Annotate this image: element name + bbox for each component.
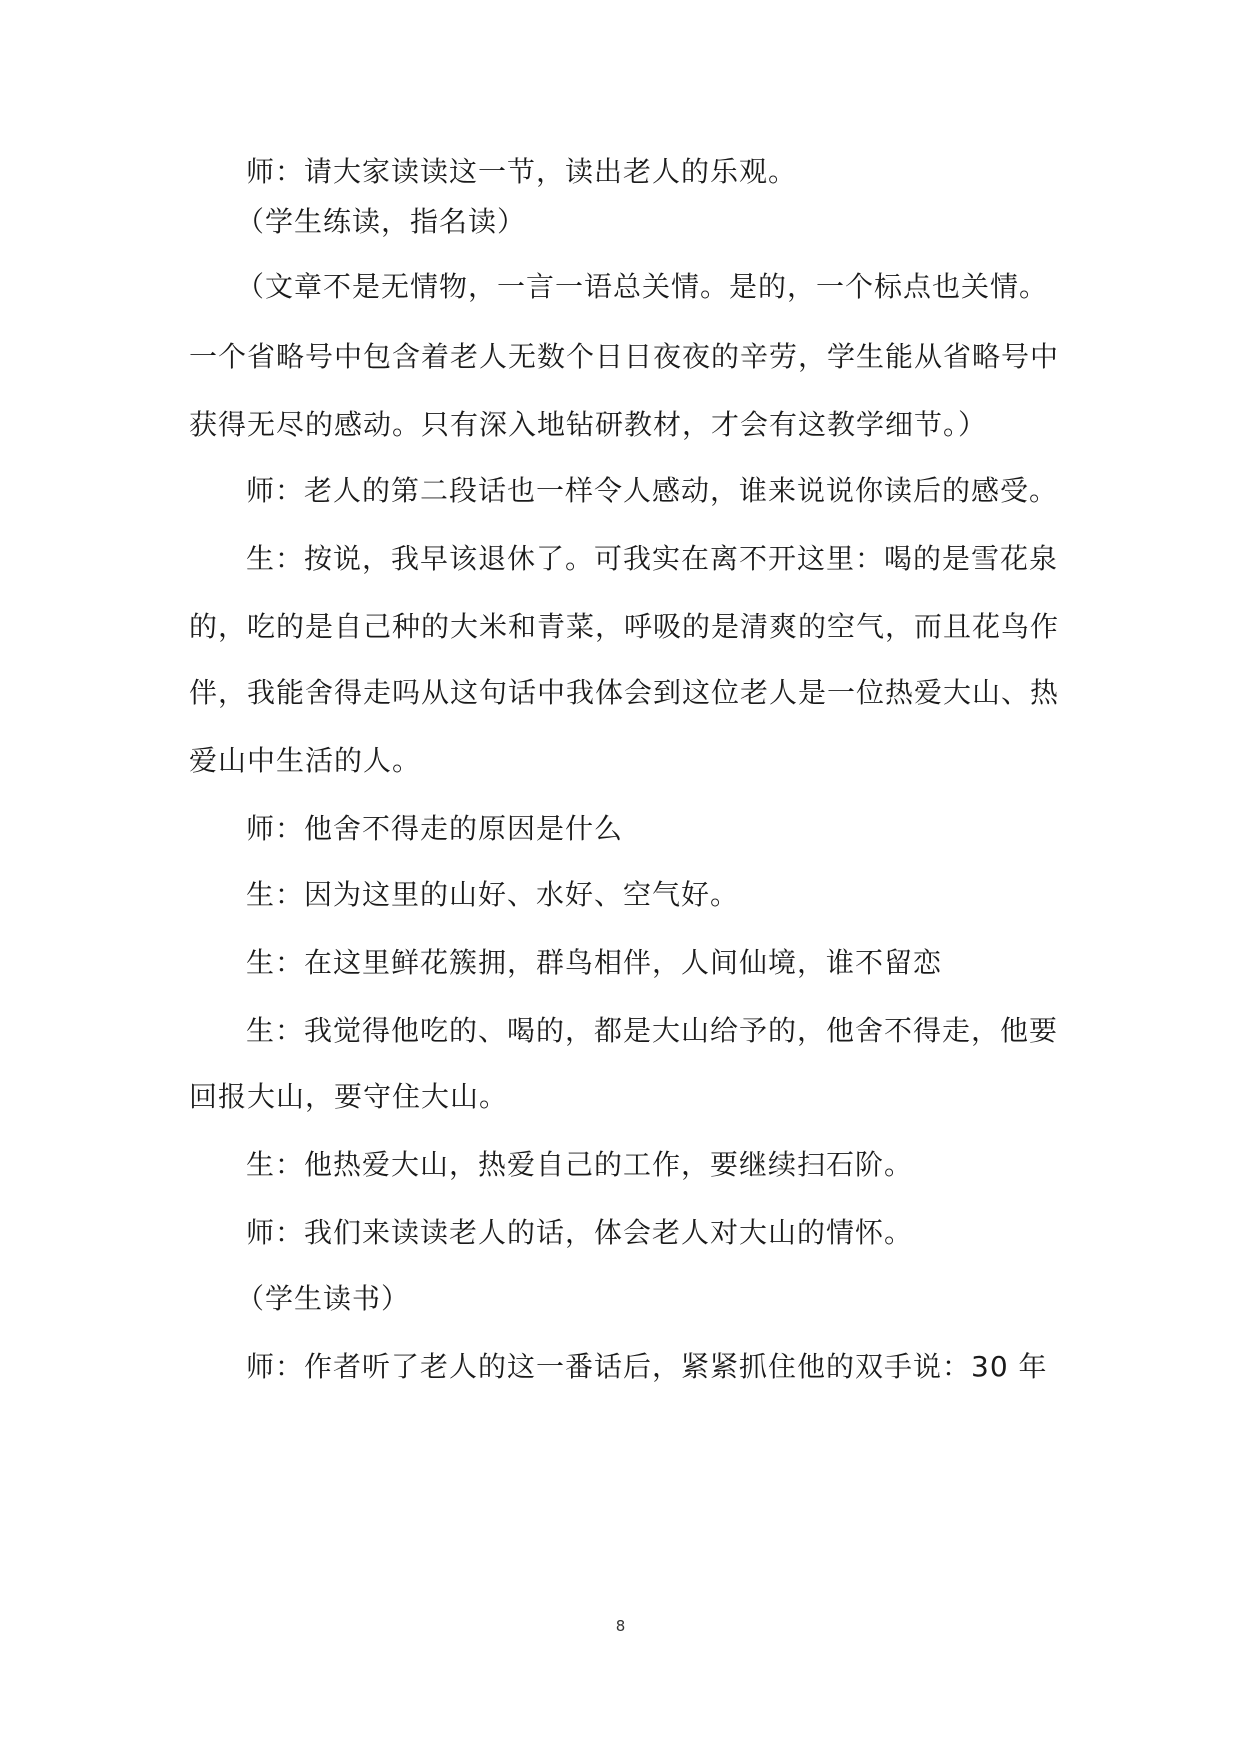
text-line-2: （学生练读，指名读） [236, 205, 527, 238]
text-line-13: 生：在这里鲜花簇拥，群鸟相伴，人间仙境，谁不留恋 [246, 946, 943, 979]
text-line-18: （学生读书） [236, 1282, 411, 1315]
text-line-9: 伴，我能舍得走吗从这句话中我体会到这位老人是一位热爱大山、热 [189, 676, 1060, 709]
text-line-8: 的，吃的是自己种的大米和青菜，呼吸的是清爽的空气，而且花鸟作 [189, 610, 1060, 643]
text-line-6: 师：老人的第二段话也一样令人感动，谁来说说你读后的感受。 [246, 474, 1059, 507]
page-number: 8 [615, 1617, 626, 1635]
text-line-5: 获得无尽的感动。只有深入地钻研教材，才会有这教学细节。） [189, 408, 988, 441]
text-line-4: 一个省略号中包含着老人无数个日日夜夜的辛劳，学生能从省略号中 [189, 340, 1060, 373]
text-line-16: 生：他热爱大山，热爱自己的工作，要继续扫石阶。 [246, 1148, 914, 1181]
text-line-7: 生：按说，我早该退休了。可我实在离不开这里：喝的是雪花泉 [246, 542, 1059, 575]
text-line-17: 师：我们来读读老人的话，体会老人对大山的情怀。 [246, 1216, 914, 1249]
text-line-3: （文章不是无情物，一言一语总关情。是的，一个标点也关情。 [236, 270, 1049, 303]
text-line-1: 师：请大家读读这一节，读出老人的乐观。 [246, 155, 798, 188]
text-line-14: 生：我觉得他吃的、喝的，都是大山给予的，他舍不得走，他要 [246, 1014, 1059, 1047]
text-line-15: 回报大山，要守住大山。 [189, 1080, 509, 1113]
text-line-12: 生：因为这里的山好、水好、空气好。 [246, 878, 740, 911]
text-line-11: 师：他舍不得走的原因是什么 [246, 812, 624, 845]
text-line-19: 师：作者听了老人的这一番话后，紧紧抓住他的双手说：30 年 [246, 1350, 1048, 1383]
text-line-10: 爱山中生活的人。 [189, 744, 422, 777]
